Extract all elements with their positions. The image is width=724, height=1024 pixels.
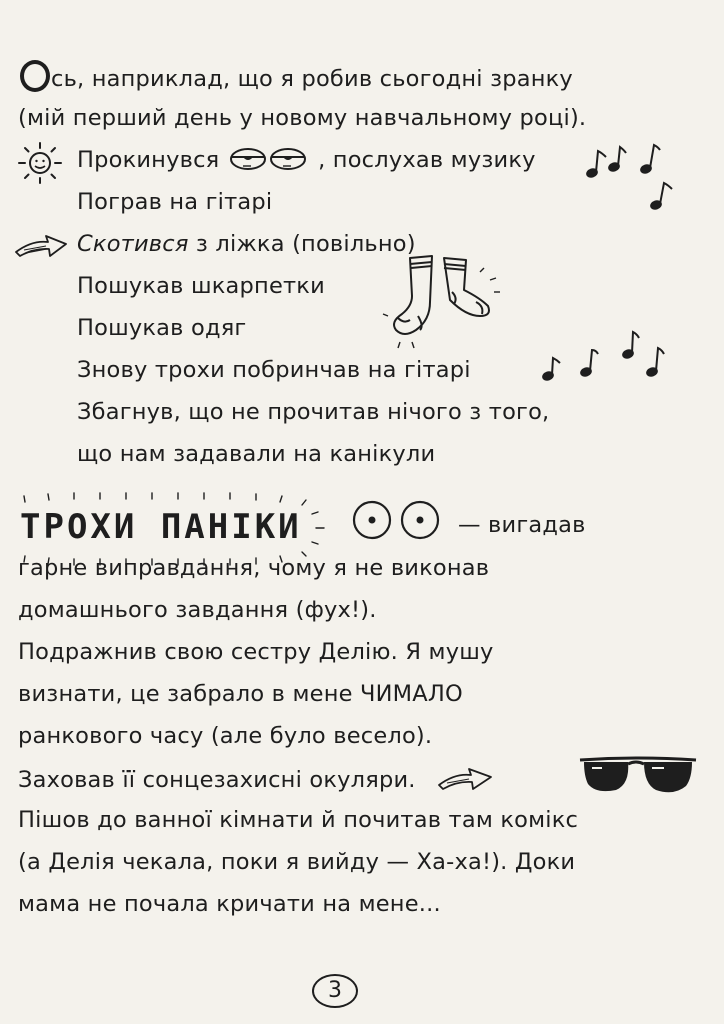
panic-line-9: мама не почала кричати на мене... (18, 891, 441, 917)
panic-line-1: гарне виправдання, чому я не виконав (18, 555, 490, 581)
wide-eyes-icon (350, 498, 442, 542)
music-notes-icon (540, 328, 670, 384)
panic-line-6 (18, 763, 495, 795)
list-listened-text: , послухав музику (318, 147, 536, 173)
list-realized-1: Збагнув, що не прочитав нічого з того, (77, 399, 550, 425)
arrow-icon (435, 763, 495, 793)
page-number: 3 (312, 974, 358, 1008)
list-woke-up (77, 145, 536, 175)
arrow-icon (12, 230, 70, 260)
list-rolled-out-italic: Скотився (77, 231, 189, 257)
panic-line-4: визнати, це забрало в мене ЧИМАЛО (18, 681, 463, 707)
intro-line-2: (мій перший день у новому навчальному році). (18, 105, 587, 131)
list-rolled-out (77, 229, 416, 259)
panic-after-eyes: — вигадав (458, 512, 586, 538)
sleepy-eyes-icon (229, 146, 309, 172)
list-woke-up-text: Прокинувся (77, 147, 220, 173)
list-searched-clothes: Пошукав одяг (77, 315, 247, 341)
list-played-guitar: Пограв на гітарі (77, 189, 273, 215)
sunglasses-icon (578, 754, 698, 800)
list-realized-2: що нам задавали на канікули (77, 441, 436, 467)
list-strummed-again: Знову трохи побринчав на гітарі (77, 357, 471, 383)
intro-line-1 (20, 60, 573, 94)
socks-icon (380, 250, 510, 350)
panic-heading: ТРОХИ ПАНІКИ (20, 507, 302, 547)
panic-line-5: ранкового часу (але було весело). (18, 723, 433, 749)
panic-line-3: Подражнив свою сестру Делію. Я мушу (18, 639, 494, 665)
sun-icon (16, 141, 64, 185)
panic-line-6-text: Заховав її сонцезахисні окуляри. (18, 767, 416, 793)
list-rolled-out-text: з ліжка (повільно) (188, 231, 416, 257)
intro-line-1-text: сь, наприклад, що я робив сьогодні зранку (51, 66, 573, 92)
music-notes-icon (584, 143, 680, 213)
panic-line-2: домашнього завдання (фух!). (18, 597, 377, 623)
list-searched-socks: Пошукав шкарпетки (77, 273, 325, 299)
panic-line-8: (а Делія чекала, поки я вийду — Ха-ха!). Доки (18, 849, 576, 875)
dropcap-o (20, 60, 50, 92)
panic-line-7: Пішов до ванної кімнати й почитав там комікс (18, 807, 579, 833)
